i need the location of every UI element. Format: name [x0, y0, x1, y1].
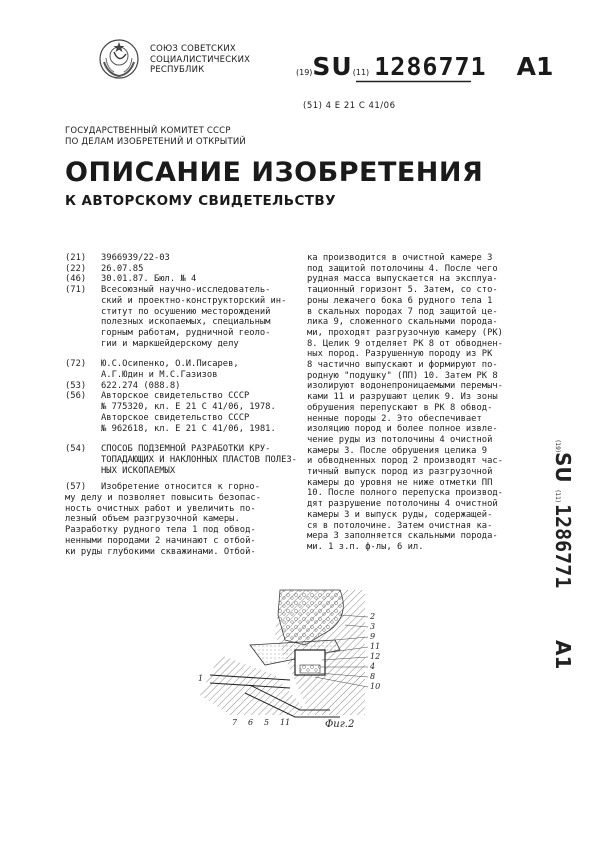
- abstract-line: ненными породами 2 начинают с отбой-: [65, 535, 256, 546]
- abstract-line: (57) Изобретение относится к горно-: [65, 482, 260, 493]
- figure-label: 4: [370, 662, 376, 671]
- patent-id-row: [296, 52, 553, 81]
- org-line: гии и маркшейдерскому делу: [101, 338, 239, 349]
- refs-line: Авторское свидетельство СССР: [101, 412, 250, 423]
- patent-number: 1286771: [374, 52, 487, 81]
- body-line: тичный выпуск пород из разгрузочной: [307, 467, 493, 478]
- biblio-item: (21) 3966939/22-03: [65, 253, 170, 263]
- body-line: роны лежачего бока 6 рудного тела 1: [307, 295, 493, 306]
- ussr-emblem-icon: [98, 38, 140, 80]
- biblio-item: (22) 26.07.85: [65, 263, 144, 274]
- body-line: родную "подушку" (ПП) 10. Затем РК 8: [307, 370, 498, 381]
- authors-line: (72) Ю.С.Осипенко, О.И.Писарев,: [65, 359, 239, 370]
- document-title: ОПИСАНИЕ ИЗОБРЕТЕНИЯ: [65, 157, 484, 188]
- biblio-item: (46) 30.01.87. Бюл. № 4: [65, 274, 197, 285]
- side-code-19: (19): [554, 440, 561, 453]
- country-code: SU: [312, 52, 353, 81]
- body-line: и обводненных пород 2 производят час-: [307, 456, 503, 467]
- code-11: (11): [352, 68, 370, 77]
- body-line: мера 3 заполняется скальными порода-: [307, 531, 498, 542]
- figure-label: 10: [370, 682, 381, 691]
- side-patent-number: [538, 440, 575, 680]
- body-line: 8 частично выпускают и формируют по-: [307, 360, 498, 371]
- number-underline: [356, 80, 471, 83]
- body-line: чение руды из потолочины 4 очистной: [307, 434, 493, 445]
- body-line: изоляцию пород и более полное извле-: [307, 424, 498, 435]
- abstract-line: ки руды глубокими скважинами. Отбой-: [65, 546, 256, 557]
- invention-title-line: НЫХ ИСКОПАЕМЫХ: [101, 465, 176, 476]
- body-line: 10. После полного перепуска производ-: [307, 488, 503, 499]
- abstract-line: ность очистных работ и увеличить по-: [65, 503, 256, 514]
- figure-label: 2: [370, 612, 376, 621]
- body-line: ка производится в очистной камере 3: [307, 253, 493, 263]
- udc-line: (53) 622.274 (088.8): [65, 380, 181, 391]
- figure-label: 6: [248, 718, 254, 727]
- figure-label: 11: [370, 642, 381, 651]
- body-line: камеры до уровня не ниже отметки ПП: [307, 477, 493, 488]
- abstract-line: Разработку рудного тела 1 под обвод-: [65, 525, 256, 536]
- figure-caption: Фиг.2: [325, 719, 355, 730]
- org-line: горным работам, рудничной геоло-: [101, 327, 271, 338]
- body-line: рудная масса выпускается на эксплуа-: [307, 274, 498, 285]
- union-name: [150, 44, 250, 76]
- body-line: ками 11 и разрушают целик 9. Из зоны: [307, 392, 498, 403]
- figure-label: 9: [370, 632, 376, 641]
- body-line: под защитой потолочины 4. После чего: [307, 263, 498, 274]
- body-line: лика 9, сложенного скальными порода-: [307, 317, 498, 328]
- body-line: ных пород. Разрушенную породу из РК: [307, 349, 493, 360]
- refs-line: (56) Авторское свидетельство СССР: [65, 391, 250, 402]
- figure-label: 5: [264, 718, 270, 727]
- biblio-item: (71) Всесоюзный научно-исследователь-: [65, 285, 271, 296]
- figure-label: 1: [198, 674, 204, 683]
- side-number: 1286771: [551, 504, 575, 589]
- committee-name: [65, 126, 246, 147]
- figure-label: 11: [280, 718, 291, 727]
- refs-line: № 962618, кл. Е 21 С 41/06, 1981.: [101, 423, 276, 434]
- body-line: обрушения перепускают в РК 8 обвод-: [307, 402, 493, 413]
- figure-label: 3: [370, 622, 376, 631]
- figure-label: 7: [232, 718, 238, 727]
- body-line: ми. 1 з.п. ф-лы, 6 ил.: [307, 541, 424, 552]
- abstract-line: му делу и позволяет повысить безопас-: [65, 493, 261, 504]
- left-column: [65, 253, 297, 557]
- body-line: камеры 3 и выпуск руды, содержащей-: [307, 509, 493, 520]
- ipc-classification: (51) 4 Е 21 С 41/06: [303, 101, 396, 111]
- union-line: РЕСПУБЛИК: [150, 65, 205, 75]
- authors-line: А.Г.Юдин и М.С.Газизов: [101, 370, 218, 381]
- code-19: (19): [296, 68, 313, 77]
- abstract-line: лезный объем разгрузочной камеры.: [65, 514, 240, 525]
- figure-label: 8: [370, 672, 376, 681]
- patent-kind: A1: [516, 52, 554, 81]
- figure-label: 12: [370, 652, 381, 661]
- union-line: СОЮЗ СОВЕТСКИХ: [150, 44, 236, 54]
- refs-line: № 775320, кл. Е 21 С 41/06, 1978.: [101, 402, 276, 413]
- side-country: SU: [551, 452, 575, 483]
- org-line: ститут по осушению месторождений: [101, 306, 271, 317]
- org-line: ский и проектно-конструкторский ин-: [101, 295, 287, 306]
- right-column: [307, 253, 533, 553]
- body-line: ми, проходят разгрузочную камеру (РК): [307, 327, 503, 338]
- body-line: ся в потолочине. Затем очистная ка-: [307, 520, 493, 531]
- body-line: в скальных породах 7 под защитой це-: [307, 306, 498, 317]
- union-line: СОЦИАЛИСТИЧЕСКИХ: [150, 54, 251, 65]
- org-line: полезных ископаемых, специальным: [101, 317, 271, 328]
- body-line: камеры 3. После обрушения целика 9: [307, 445, 488, 456]
- body-line: 8. Целик 9 отделяет РК 8 от обводнен-: [307, 338, 503, 349]
- committee-line: ГОСУДАРСТВЕННЫЙ КОМИТЕТ СССР: [65, 126, 231, 136]
- invention-title-line: ТОПАДАЮЩИХ И НАКЛОННЫХ ПЛАСТОВ ПОЛЕЗ-: [101, 454, 297, 465]
- invention-title-line: (54) СПОСОБ ПОДЗЕМНОЙ РАЗРАБОТКИ КРУ-: [65, 444, 271, 455]
- body-line: изолируют водонепроницаемыми перемыч-: [307, 381, 503, 392]
- document-subtitle: К АВТОРСКОМУ СВИДЕТЕЛЬСТВУ: [65, 193, 336, 209]
- body-line: дят разрушение потолочины 4 очистной: [307, 499, 498, 510]
- body-line: ненные породы 2. Это обеспечивает: [307, 413, 482, 424]
- committee-line: ПО ДЕЛАМ ИЗОБРЕТЕНИЙ И ОТКРЫТИЙ: [65, 136, 246, 147]
- side-kind: A1: [551, 640, 575, 670]
- side-code-11: (11): [554, 490, 561, 503]
- figure-mine-section: [190, 585, 395, 730]
- body-line: тационный горизонт 5. Затем, со сто-: [307, 285, 498, 296]
